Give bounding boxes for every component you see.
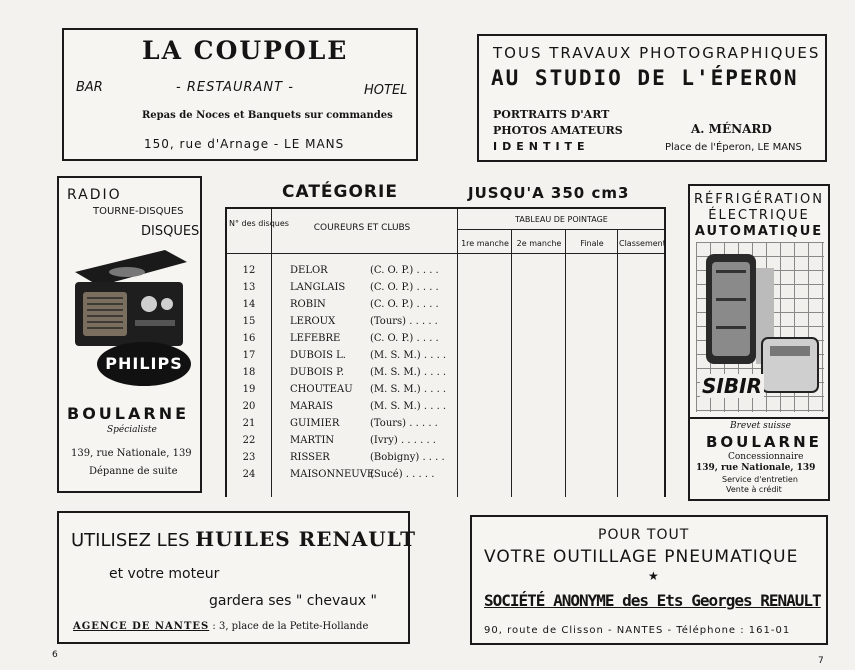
coupole-title: LA COUPOLE [142,36,349,65]
row-name: MAISONNEUVE [290,469,375,480]
header-pointage: TABLEAU DE POINTAGE [515,215,608,224]
radio-depanne: Dépanne de suite [89,466,178,477]
outillage-ad [470,515,828,645]
coupole-repas: Repas de Noces et Banquets sur commandes [142,110,393,121]
radio-address: 139, rue Nationale, 139 [71,448,192,459]
sibir-dealer-box [688,419,830,501]
eperon-ad [477,34,827,162]
sibir-concessionnaire: Concessionnaire [728,452,804,462]
row-club: (C. O. P.) . . . . [370,282,439,293]
row-name: GUIMIER [290,418,340,429]
row-num: 15 [242,316,256,327]
table-row [227,265,457,282]
row-club: (M. S. M.) . . . . [370,350,447,361]
row-club: (M. S. M.) . . . . [370,367,447,378]
eperon-line2: AU STUDIO DE L'ÉPERON [491,66,799,90]
radio-specialiste: Spécialiste [107,425,157,435]
table-row [227,333,457,350]
row-num: 16 [242,333,256,344]
row-num: 22 [242,435,256,446]
table-row [227,367,457,384]
row-club: (M. S. M.) . . . . [370,384,447,395]
row-club: (Ivry) . . . . . . [370,435,436,446]
row-num: 24 [242,469,256,480]
huiles-renault-ad [57,511,417,644]
row-num: 14 [242,299,256,310]
table-row [227,350,457,367]
coupole-restaurant: - RESTAURANT - [176,80,294,95]
row-num: 18 [242,367,256,378]
huiles-line2: et votre moteur [109,566,220,582]
sibir-vente: Vente à crédit [726,485,782,494]
table-row [227,282,457,299]
row-name: LEFEBRE [290,333,341,344]
row-name: RISSER [290,452,330,463]
row-name: CHOUTEAU [290,384,353,395]
eperon-owner: A. MÉNARD [691,122,772,136]
row-club: (C. O. P.) . . . . [370,333,439,344]
header-classement: Classement [619,239,666,248]
sibir-boularne: BOULARNE [706,433,822,451]
coupole-hotel: HOTEL [364,83,408,98]
category-title: CATÉGORIE [282,182,398,202]
row-name: LANGLAIS [290,282,346,293]
sibir-brevet: Brevet suisse [730,421,791,431]
coupole-bar: BAR [76,80,103,95]
row-club: (Sucé) . . . . . [370,469,435,480]
row-club: (C. O. P.) . . . . [370,299,439,310]
outil-line1: POUR TOUT [598,527,690,543]
sibir-line3: AUTOMATIQUE [694,224,824,239]
row-name: DELOR [290,265,328,276]
table-row [227,401,457,418]
huiles-brand: HUILES RENAULT [195,527,417,551]
huiles-agence [73,621,368,632]
row-name: DUBOIS P. [290,367,345,378]
row-num: 13 [242,282,256,293]
row-name: DUBOIS L. [290,350,346,361]
row-num: 20 [242,401,256,412]
header-num: N° des disques [229,219,289,228]
tourne-disques-label: TOURNE-DISQUES [93,206,184,217]
row-club: (Bobigny) . . . . [370,452,445,463]
philips-logo: PHILIPS [97,342,191,386]
row-num: 17 [242,350,256,361]
row-name: MARAIS [290,401,334,412]
outil-line2: VOTRE OUTILLAGE PNEUMATIQUE [484,547,799,567]
radio-boularne: BOULARNE [67,404,190,423]
radio-ad [57,176,202,493]
category-subtitle: JUSQU'A 350 cm3 [468,184,630,202]
sibir-service: Service d'entretien [722,475,798,484]
header-finale: Finale [580,239,604,248]
sibir-address: 139, rue Nationale, 139 [696,463,816,473]
table-row [227,299,457,316]
row-club: (M. S. M.) . . . . [370,401,447,412]
sibir-line1: RÉFRIGÉRATION [694,192,824,207]
header-manche1: 1re manche [461,239,509,248]
table-row [227,418,457,435]
page-number-right: 7 [818,656,824,666]
radio-set-icon [65,242,197,352]
row-name: MARTIN [290,435,335,446]
outil-company: SOCIÉTÉ ANONYME des Ets Georges RENAULT [484,591,821,610]
huiles-line3: gardera ses " chevaux " [209,593,377,609]
huiles-prefix: UTILISEZ LES [71,530,196,551]
table-row [227,469,457,486]
eperon-line1: TOUS TRAVAUX PHOTOGRAPHIQUES [493,44,821,62]
huiles-headline [71,527,416,551]
row-name: ROBIN [290,299,326,310]
row-num: 23 [242,452,256,463]
eperon-identite: IDENTITE [493,140,590,153]
row-num: 19 [242,384,256,395]
row-club: (Tours) . . . . . [370,316,438,327]
sibir-logo: SIBIR [702,374,762,398]
row-club: (Tours) . . . . . [370,418,438,429]
header-manche2: 2e manche [516,239,562,248]
row-name: LEROUX [290,316,336,327]
coupole-address: 150, rue d'Arnage - LE MANS [144,137,345,151]
star-icon: ★ [648,569,659,583]
table-row [227,316,457,333]
page-number-left: 6 [52,650,58,660]
row-num: 12 [242,265,256,276]
radio-label: RADIO [67,187,122,203]
table-row [227,384,457,401]
huiles-address: : 3, place de la Petite-Hollande [209,621,369,632]
table-row [227,435,457,452]
coupole-ad [62,28,418,161]
sibir-line2: ÉLECTRIQUE [708,208,810,223]
eperon-photos: PHOTOS AMATEURS [493,124,623,137]
huiles-agence-label: AGENCE DE NANTES [73,621,210,632]
outil-address: 90, route de Clisson - NANTES - Téléphone : 161-01 [484,625,791,636]
sibir-ad [688,184,830,419]
header-coureurs: COUREURS ET CLUBS [313,223,411,233]
table-row [227,452,457,469]
row-club: (C. O. P.) . . . . [370,265,439,276]
eperon-portraits: PORTRAITS D'ART [493,108,610,121]
disques-label: DISQUES [141,224,200,239]
row-num: 21 [242,418,256,429]
eperon-place: Place de l'Éperon, LE MANS [665,142,802,153]
results-table [225,207,666,497]
